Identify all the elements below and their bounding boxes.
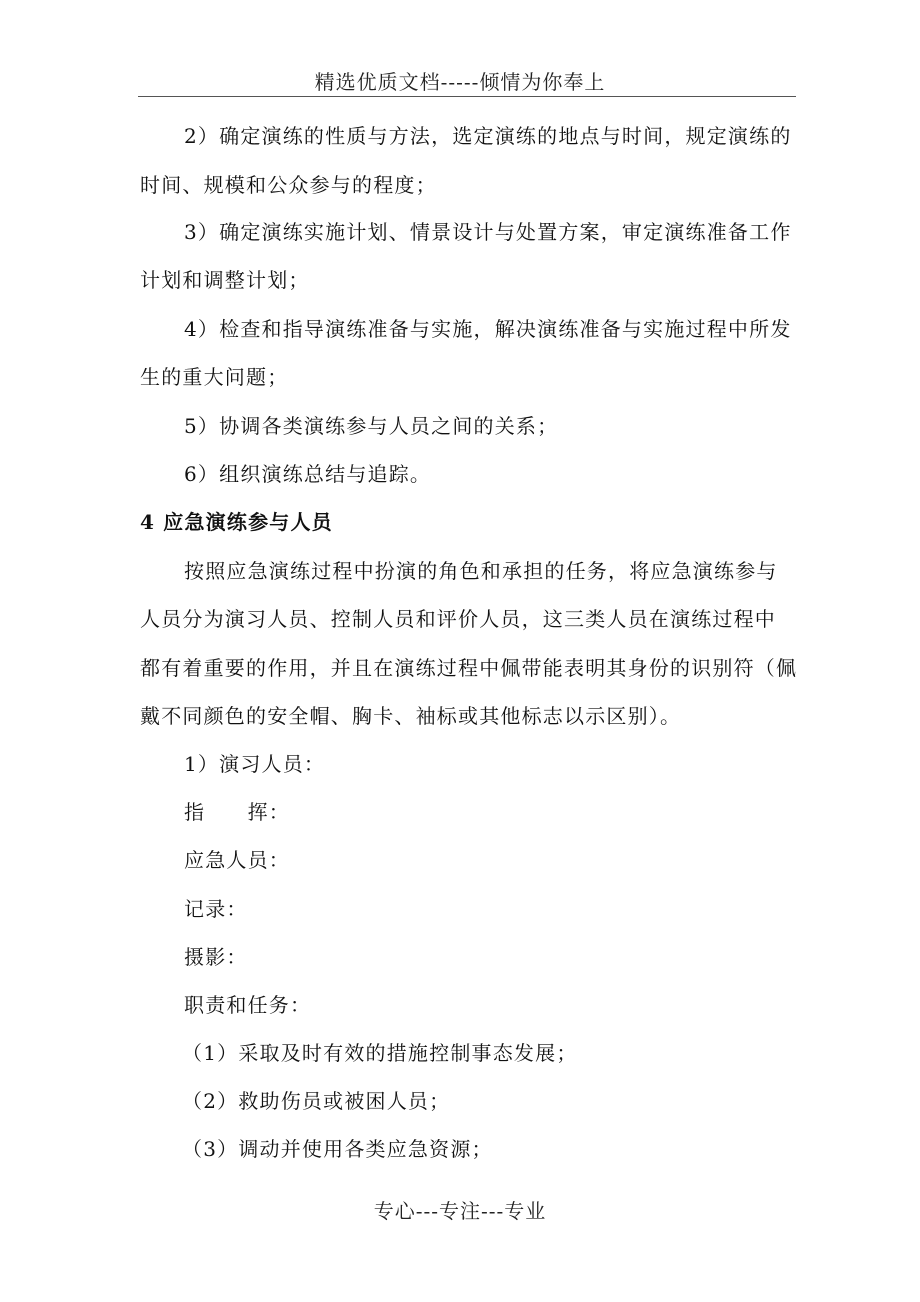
sub-heading-participants: 1）演习人员： [184, 752, 326, 776]
paragraph-line-2: 人员分为演习人员、控制人员和评价人员，这三类人员在演练过程中 [140, 607, 776, 631]
label-responders: 应急人员： [184, 848, 290, 872]
page-footer: 专心---专注---专业 [373, 1199, 547, 1223]
header-divider [138, 96, 796, 97]
label-photography: 摄影： [184, 945, 248, 969]
paragraph-line-1: 按照应急演练过程中扮演的角色和承担的任务，将应急演练参与 [184, 559, 778, 583]
page-header: 精选优质文档-----倾情为你奉上 [314, 70, 606, 94]
item-3: 3）确定演练实施计划、情景设计与处置方案，审定演练准备工作 [184, 220, 792, 244]
paragraph-line-4: 戴不同颜色的安全帽、胸卡、袖标或其他标志以示区别）。 [140, 704, 682, 728]
item-3-cont: 计划和调整计划； [140, 268, 310, 292]
label-commander: 指 挥： [184, 800, 290, 824]
duty-2: （2）救助伤员或被困人员； [182, 1089, 451, 1113]
section-heading: 4 应急演练参与人员 [140, 510, 333, 534]
paragraph-line-3: 都有着重要的作用，并且在演练过程中佩带能表明其身份的识别符（佩 [140, 656, 798, 680]
item-2: 2）确定演练的性质与方法，选定演练的地点与时间，规定演练的 [184, 124, 792, 148]
label-duties: 职责和任务： [184, 993, 312, 1017]
item-2-cont: 时间、规模和公众参与的程度； [140, 173, 437, 197]
label-recorder: 记录： [184, 897, 248, 921]
duty-1: （1）采取及时有效的措施控制事态发展； [182, 1041, 578, 1065]
duty-3: （3）调动并使用各类应急资源； [182, 1137, 493, 1161]
item-6: 6）组织演练总结与追踪。 [184, 462, 432, 486]
item-5: 5）协调各类演练参与人员之间的关系； [184, 414, 559, 438]
item-4: 4）检查和指导演练准备与实施，解决演练准备与实施过程中所发 [184, 317, 792, 341]
item-4-cont: 生的重大问题； [140, 365, 289, 389]
